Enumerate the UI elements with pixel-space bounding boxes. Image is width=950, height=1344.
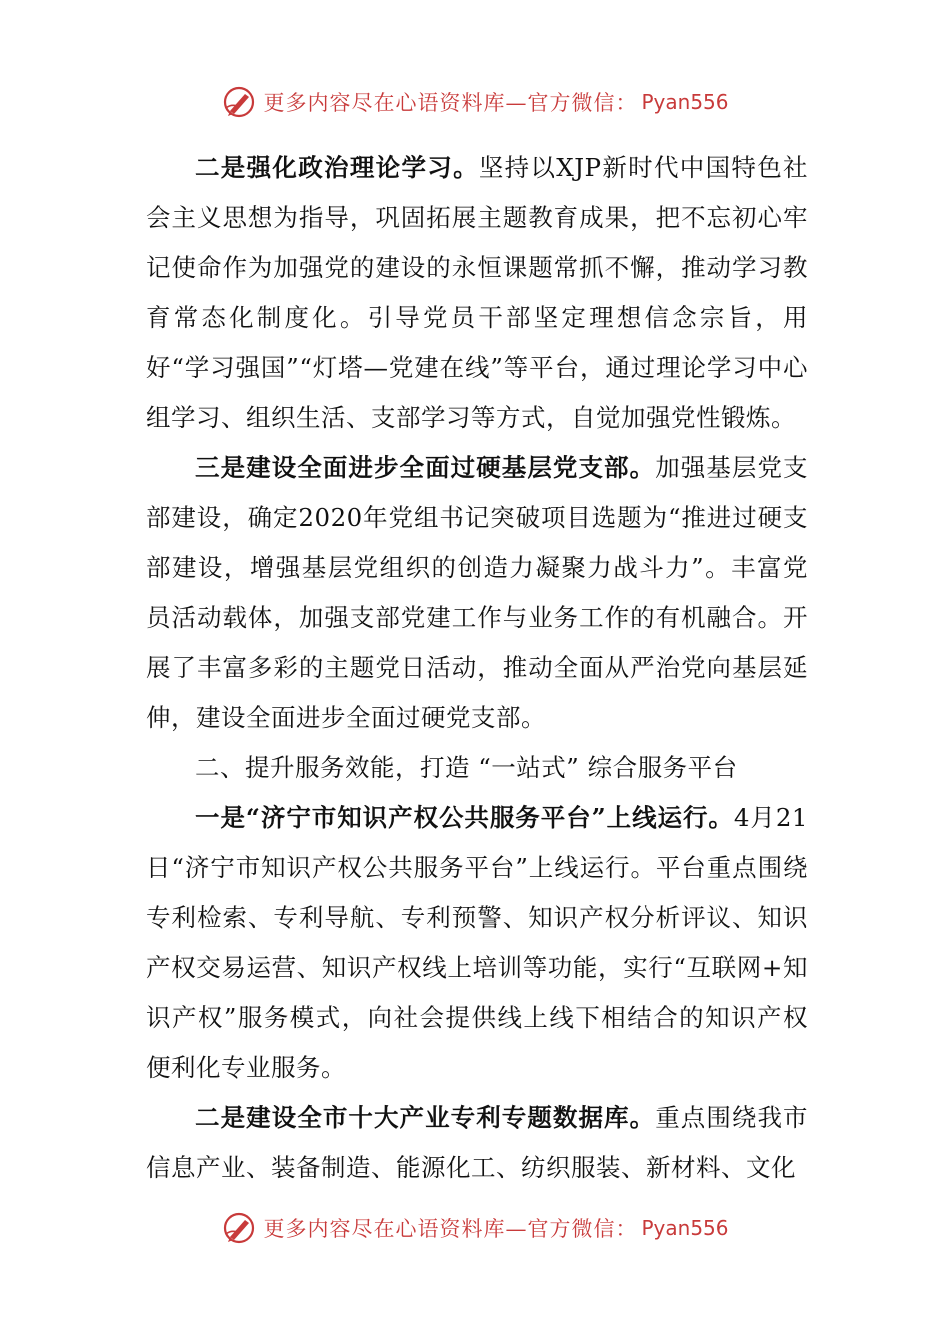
section-heading: 二、提升服务效能，打造 “一站式” 综合服务平台	[195, 753, 738, 782]
paragraph-body: 加强基层党支部建设，确定2020年党组书记突破项目选题为“推进过硬支部建设，增强基层党组织的创造力凝聚力战斗力”。丰富党员活动载体，加强支部党建工作与业务工作的有机融合。开展了丰富多彩的主题党日活动，推动全面从严治党向基层延伸，建设全面进步全面过硬党支部。	[146, 453, 809, 732]
document-body	[146, 143, 808, 1193]
pen-logo-icon	[221, 84, 257, 120]
paragraph-lead: 二是建设全市十大产业专利专题数据库。	[195, 1103, 656, 1132]
paragraph-body: 坚持以XJP新时代中国特色社会主义思想为指导，巩固拓展主题教育成果，把不忘初心牢记使命作为加强党的建设的永恒课题常抓不懈，推动学习教育常态化制度化。引导党员干部坚定理想信念宗旨，用好“学习强国”“灯塔—党建在线”等平台，通过理论学习中心组学习、组织生活、支部学习等方式，自觉加强党性锻炼。	[146, 153, 808, 432]
paragraph-lead: 三是建设全面进步全面过硬基层党支部。	[195, 453, 656, 482]
watermark-header	[0, 80, 950, 124]
paragraph-lead: 二是强化政治理论学习。	[195, 153, 479, 182]
pen-logo-icon	[221, 1210, 257, 1246]
paragraph-political-study	[146, 143, 808, 443]
paragraph-lead: 一是“济宁市知识产权公共服务平台”上线运行。	[195, 803, 734, 832]
paragraph-party-branch	[146, 443, 808, 743]
watermark-id: Pyan556	[641, 1216, 729, 1240]
paragraph-body: 重点围绕我市信息产业、装备制造、能源化工、纺织服装、新材料、文化	[146, 1103, 809, 1182]
watermark-footer	[0, 1206, 950, 1250]
paragraph-patent-database	[146, 1093, 808, 1193]
watermark-id: Pyan556	[641, 90, 729, 114]
paragraph-body: 4月21日“济宁市知识产权公共服务平台”上线运行。平台重点围绕专利检索、专利导航、专利预警、知识产权分析评议、知识产权交易运营、知识产权线上培训等功能，实行“互联网+知识产权”服务模式，向社会提供线上线下相结合的知识产权便利化专业服务。	[146, 803, 809, 1082]
watermark-text: 更多内容尽在心语资料库—官方微信：	[263, 1217, 638, 1241]
watermark-text: 更多内容尽在心语资料库—官方微信：	[263, 91, 638, 115]
paragraph-service-platform	[146, 793, 808, 1093]
